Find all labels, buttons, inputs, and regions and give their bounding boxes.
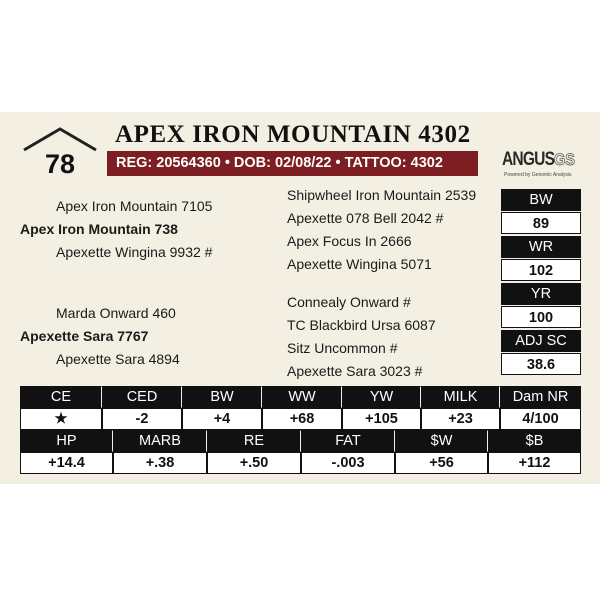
pedigree-sire-dam: Apexette Wingina 9932 # [56, 244, 213, 260]
epd-header: BW [182, 386, 262, 408]
epd-value-row-1 [20, 408, 581, 430]
pedigree-sire-sire: Apex Iron Mountain 7105 [56, 198, 213, 214]
animal-name: APEX IRON MOUNTAIN 4302 [115, 121, 471, 148]
epd-value: -.003 [301, 452, 395, 474]
pedigree-dam: Apexette Sara 7767 [20, 328, 149, 344]
epd-value: +4 [182, 408, 262, 430]
epd-value: +.50 [207, 452, 301, 474]
epd-value: +.38 [113, 452, 207, 474]
pedigree-right-item: Apexette 078 Bell 2042 # [287, 210, 444, 226]
pedigree-right-item: TC Blackbird Ursa 6087 [287, 317, 436, 333]
pedigree-right-item: Sitz Uncommon # [287, 340, 398, 356]
stat-value-yr: 100 [501, 306, 581, 328]
pedigree-right-item: Shipwheel Iron Mountain 2539 [287, 187, 477, 203]
performance-table [501, 189, 581, 377]
epd-value: +23 [421, 408, 500, 430]
epd-header: YW [342, 386, 421, 408]
stat-label-bw: BW [501, 189, 581, 211]
epd-header: $W [395, 430, 488, 452]
stat-label-adj-sc: ADJ SC [501, 330, 581, 352]
pedigree-right-item: Apex Focus In 2666 [287, 233, 412, 249]
epd-header: WW [262, 386, 342, 408]
epd-header: CE [20, 386, 102, 408]
epd-header-row-2 [20, 430, 581, 452]
epd-value: +105 [342, 408, 421, 430]
epd-value: ★ [20, 408, 102, 430]
epd-header: $B [488, 430, 581, 452]
epd-value-row-2 [20, 452, 581, 474]
epd-header: FAT [301, 430, 395, 452]
epd-value: +68 [262, 408, 342, 430]
pedigree-right-item: Apexette Sara 3023 # [287, 363, 423, 379]
epd-header-row-1 [20, 386, 581, 408]
stat-value-bw: 89 [501, 212, 581, 234]
epd-header: MARB [113, 430, 207, 452]
logo-suffix-text: GS [554, 150, 575, 169]
pedigree-dam-sire: Marda Onward 460 [56, 305, 176, 321]
stat-label-yr: YR [501, 283, 581, 305]
epd-value: 4/100 [500, 408, 581, 430]
epd-header: Dam NR [500, 386, 581, 408]
epd-table [20, 386, 581, 474]
pedigree-dam-dam: Apexette Sara 4894 [56, 351, 180, 367]
angus-gs-logo [502, 149, 582, 183]
stat-value-wr: 102 [501, 259, 581, 281]
epd-header: CED [102, 386, 182, 408]
epd-value: -2 [102, 408, 182, 430]
epd-value: +56 [395, 452, 488, 474]
registration-bar: REG: 20564360 • DOB: 02/08/22 • TATTOO: 4302 [107, 151, 478, 176]
lot-number: 78 [44, 149, 76, 179]
pedigree-sire: Apex Iron Mountain 738 [20, 221, 178, 237]
stat-value-adj-sc: 38.6 [501, 353, 581, 375]
stat-label-wr: WR [501, 236, 581, 258]
epd-header: MILK [421, 386, 500, 408]
epd-header: RE [207, 430, 301, 452]
pedigree-right-item: Apexette Wingina 5071 [287, 256, 432, 272]
logo-tagline: Powered by Genomic Analysis [504, 172, 572, 178]
epd-header: HP [20, 430, 113, 452]
epd-value: +14.4 [20, 452, 113, 474]
epd-value: +112 [488, 452, 581, 474]
pedigree-right-item: Connealy Onward # [287, 294, 411, 310]
logo-main-text: ANGUS [502, 149, 555, 170]
